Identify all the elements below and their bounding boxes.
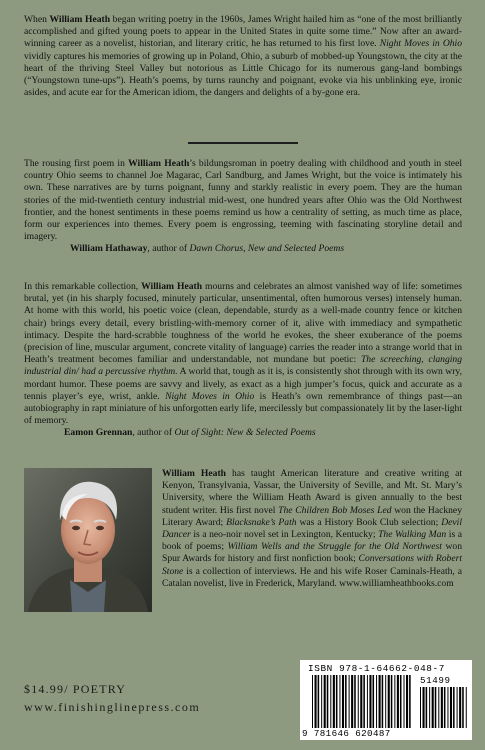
barcode-bar bbox=[462, 687, 464, 728]
intro-text: vividly captures his memories of growing up in Poland, Ohio, a suburb of mobbed-up Youngstown, the city at the heart of the thriving Steel Valley but notorious as Little Chicago for its numerous gang-land bombings (“Youngstown tune-ups”). Heath’s poems, by turns raunchy and poignant, evoke via his unblinking eye, ironic asides, and acute ear for the American idiom, the dangers and delights of a by-gone era. bbox=[24, 50, 462, 99]
barcode-bar bbox=[342, 675, 344, 728]
barcode-bar bbox=[444, 687, 446, 728]
review-attribution bbox=[70, 243, 462, 255]
review-text: is Heath’s own remembrance of things past—an autobiography in rapt miniature of his unforgotten early life, mercilessly but compassionately lit by the laser-light of memory. bbox=[24, 390, 463, 427]
barcode-bar bbox=[354, 675, 356, 728]
isbn-label: ISBN 978-1-64662-048-7 bbox=[308, 663, 445, 674]
intro-text: When bbox=[24, 14, 50, 25]
review-attribution bbox=[64, 427, 462, 439]
intro-text: began writing poetry in the 1960s, James Wright hailed him as “one of the most brilliantly accomplished and gifted young poets to appear in the United States in quite some time.” Now after an award-winning career as a novelist, historian, and literary critic, he has returned to his first love. bbox=[24, 14, 462, 50]
barcode-bar bbox=[447, 687, 448, 728]
reviewer-name: Eamon Grennan bbox=[64, 427, 133, 439]
barcode-bar bbox=[466, 687, 467, 728]
barcode-bar bbox=[385, 675, 386, 728]
barcode-bar bbox=[453, 687, 455, 728]
barcode-bar bbox=[423, 687, 425, 728]
reviewer-book: Out of Sight: New & Selected Poems bbox=[174, 427, 316, 439]
review-text: In this remarkable collection, bbox=[24, 281, 142, 292]
review-hathaway bbox=[24, 158, 462, 256]
barcode-bar bbox=[360, 675, 362, 728]
barcode-bar bbox=[406, 675, 408, 728]
attribution-separator: , author of bbox=[132, 427, 175, 439]
barcode-bar bbox=[400, 675, 402, 728]
book-title: Blacksnake’s Path bbox=[226, 516, 297, 528]
barcode-bar bbox=[404, 675, 405, 728]
barcode-digits: 9 781646 620487 bbox=[302, 728, 391, 739]
barcode-bar bbox=[349, 675, 350, 728]
barcode-bar bbox=[363, 675, 365, 728]
barcode-bar bbox=[441, 687, 443, 728]
barcode-bar bbox=[369, 675, 371, 728]
barcode-bar bbox=[388, 675, 390, 728]
review-text: mourns and celebrates an almost vanished way of life: sometimes brutal, yet (in his sharply focused, minutely particular, unsentimental, often humorous verses) intensely human. At home with this world, his poetic voice (clean, dependable, sturdy as a well-made country fence or kitchen chair) brings every detail, every bristling-with-memory corner of it, alive with immediacy and sympathetic intimacy. Despite the hard-scrabble toughness of the world he evokes, the sheer exuberance of the poems (precision of line, muscular argument, concrete vitality of language) carries the reader into a strange world that in Heath’s treatment becomes familiar and understandable, not mundane but poetic: bbox=[24, 281, 462, 366]
price-code: 51499 bbox=[420, 675, 451, 686]
book-title: Night Moves in Ohio bbox=[165, 390, 255, 402]
review-grennan bbox=[24, 281, 462, 440]
author-name: William Heath bbox=[128, 158, 190, 169]
barcode-bar bbox=[426, 687, 428, 728]
book-title: The Walking Man bbox=[378, 529, 447, 541]
barcode-bar bbox=[339, 675, 340, 728]
author-name: William Heath bbox=[162, 468, 226, 479]
author-name: William Heath bbox=[49, 14, 111, 25]
barcode-bar bbox=[391, 675, 393, 728]
barcode-bar bbox=[397, 675, 399, 728]
barcode-bar bbox=[429, 687, 430, 728]
barcode-bar bbox=[376, 675, 377, 728]
barcode-bar bbox=[330, 675, 331, 728]
bio-text: is a book of poems; bbox=[162, 529, 462, 553]
bio-text: won the Hackney Literary Award; bbox=[162, 504, 462, 528]
bio-text: has taught American literature and creative writing at Kenyon, Transylvania, Vassar, the University of Seville, and Mt. St. Mary’s University, where the William Heath Award is given annually to the best student writer. His first novel bbox=[162, 468, 462, 516]
barcode-bar bbox=[358, 675, 359, 728]
barcode-bar bbox=[450, 687, 452, 728]
barcode-bar bbox=[345, 675, 347, 728]
barcode-bar bbox=[373, 675, 375, 728]
review-text: The rousing first poem in bbox=[24, 158, 129, 169]
barcode-bar bbox=[459, 687, 461, 728]
section-divider bbox=[188, 142, 298, 144]
barcode-bar bbox=[336, 675, 338, 728]
barcode-bar bbox=[315, 675, 317, 728]
book-title: Devil Dancer bbox=[162, 516, 462, 541]
reviewer-name: William Hathaway bbox=[70, 243, 148, 255]
bio-text: is a collection of interviews. He and his wife Roser Caminals-Heath, a Catalan novelist, live in Frederick, Maryland. www.williamheathbooks.com bbox=[162, 565, 462, 589]
barcode-bar bbox=[351, 675, 353, 728]
author-bio bbox=[162, 468, 462, 590]
barcode-bar bbox=[394, 675, 395, 728]
author-name: William Heath bbox=[141, 281, 203, 292]
review-text: ’s bildungsroman in poetry dealing with childhood and youth in steel country Ohio seems to channel Joe Magarac, Carl Sandburg, and James Wright, but the voice is intimately his own. These narratives are by turns poignant, funny and starkly realistic in every poem. They are the human stories of the mid-twentieth century industrial mid-west, one hundred years after Ohio was the Old Northwest frontier, and the honest sentiments in these poems remind us how a centrality of setting, as much time as place, form our experiences into themes. Every poem is engrossing, teeming with fascinating storyline detail and imagery. bbox=[24, 158, 462, 243]
review-text: A world that, tough as it is, is consistently shot through with its own wry, mordant humor. These poems are savvy and lively, as exact as a high jumper’s focus, quick and accurate as a tennis player’s eye, wrist, ankle. bbox=[24, 366, 462, 402]
book-title: William Wells and the Struggle for the Old Northwest bbox=[227, 541, 442, 553]
barcode-bar bbox=[367, 675, 368, 728]
book-title: Night Moves in Ohio bbox=[379, 38, 463, 50]
price-category: $14.99/ POETRY bbox=[24, 682, 127, 696]
isbn-barcode bbox=[300, 660, 472, 740]
reviewer-book: Dawn Chorus, New and Selected Poems bbox=[189, 243, 345, 255]
barcode-bar bbox=[379, 675, 381, 728]
attribution-separator: , author of bbox=[147, 243, 190, 255]
book-title: Conversations with Robert Stone bbox=[162, 553, 463, 577]
publisher-website: www.finishinglinepress.com bbox=[24, 700, 201, 714]
barcode-bar bbox=[382, 675, 384, 728]
bio-text: is a neo-noir novel set in Lexington, Kentucky; bbox=[190, 529, 379, 541]
poem-quote: The screeching, clanging industrial din/ had a percussive rhythm. bbox=[24, 354, 463, 378]
barcode-bar bbox=[324, 675, 326, 728]
book-title: The Children Bob Moses Led bbox=[278, 504, 392, 516]
author-portrait-image bbox=[24, 468, 152, 612]
barcode-bar bbox=[457, 687, 458, 728]
barcode-bar bbox=[432, 687, 434, 728]
barcode-bar bbox=[321, 675, 322, 728]
bio-text: was a History Book Club selection; bbox=[296, 516, 442, 528]
bio-text: won Spur Awards for history and first nonfiction book; bbox=[162, 541, 462, 565]
intro-blurb bbox=[24, 14, 462, 99]
barcode-bar bbox=[312, 675, 313, 728]
barcode-bar bbox=[420, 687, 421, 728]
barcode-bar bbox=[435, 687, 437, 728]
barcode-bar bbox=[333, 675, 335, 728]
author-photo bbox=[24, 468, 152, 612]
barcode-bar bbox=[318, 675, 320, 728]
barcode-bar bbox=[438, 687, 439, 728]
barcode-bar bbox=[409, 675, 411, 728]
barcode-bar bbox=[327, 675, 329, 728]
